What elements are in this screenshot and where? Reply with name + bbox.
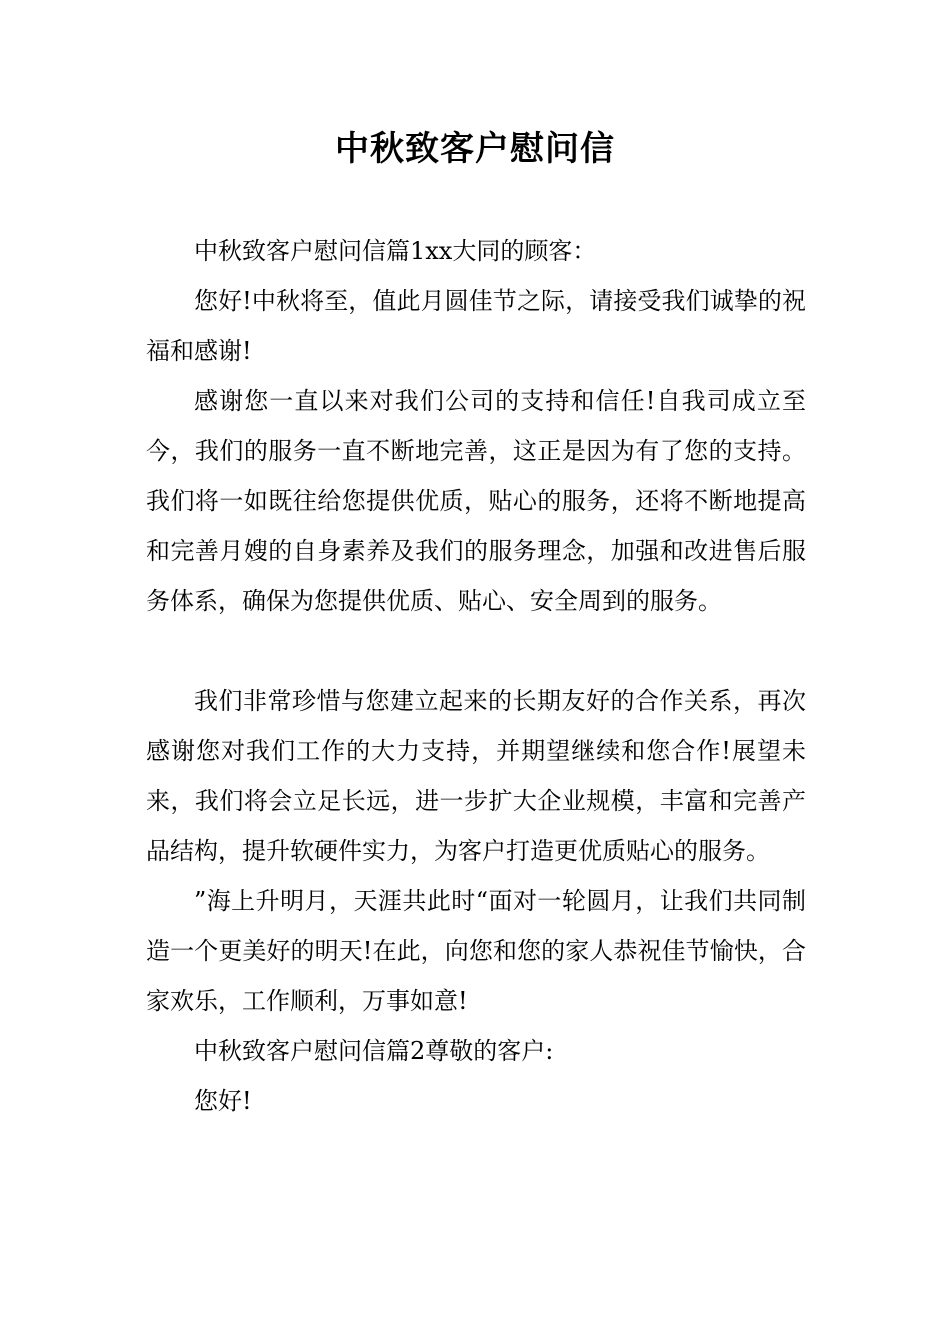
thanks-paragraph: 感谢您一直以来对我们公司的支持和信任!自我司成立至今，我们的服务一直不断地完善，这正是因为有了您的支持。我们将一如既往给您提供优质，贴心的服务，还将不断地提高和完善月嫂的自身素养及我们的服务理念，加强和改进售后服务体系，确保为您提供优质、贴心、安全周到的服务。 [146,387,806,615]
closing-greeting-paragraph: 您好! [194,1087,252,1115]
greeting-paragraph: 您好!中秋将至，值此月圆佳节之际，请接受我们诚挚的祝福和感谢! [146,287,806,365]
document-body [146,226,806,1126]
salutation-paragraph-2: 中秋致客户慰问信篇2尊敬的客户: [194,1037,554,1065]
document-title: 中秋致客户慰问信 [335,129,615,169]
wishes-paragraph: ”海上升明月，天涯共此时“面对一轮圆月，让我们共同制造一个更美好的明天!在此，向您和您的家人恭祝佳节愉快，合家欢乐，工作顺利，万事如意! [146,887,806,1015]
salutation-paragraph-1: 中秋致客户慰问信篇1xx大同的顾客： [194,237,597,265]
cooperation-paragraph: 我们非常珍惜与您建立起来的长期友好的合作关系，再次感谢您对我们工作的大力支持，并期望继续和您合作!展望未来，我们将会立足长远，进一步扩大企业规模，丰富和完善产品结构，提升软硬件实力，为客户打造更优质贴心的服务。 [146,687,806,865]
